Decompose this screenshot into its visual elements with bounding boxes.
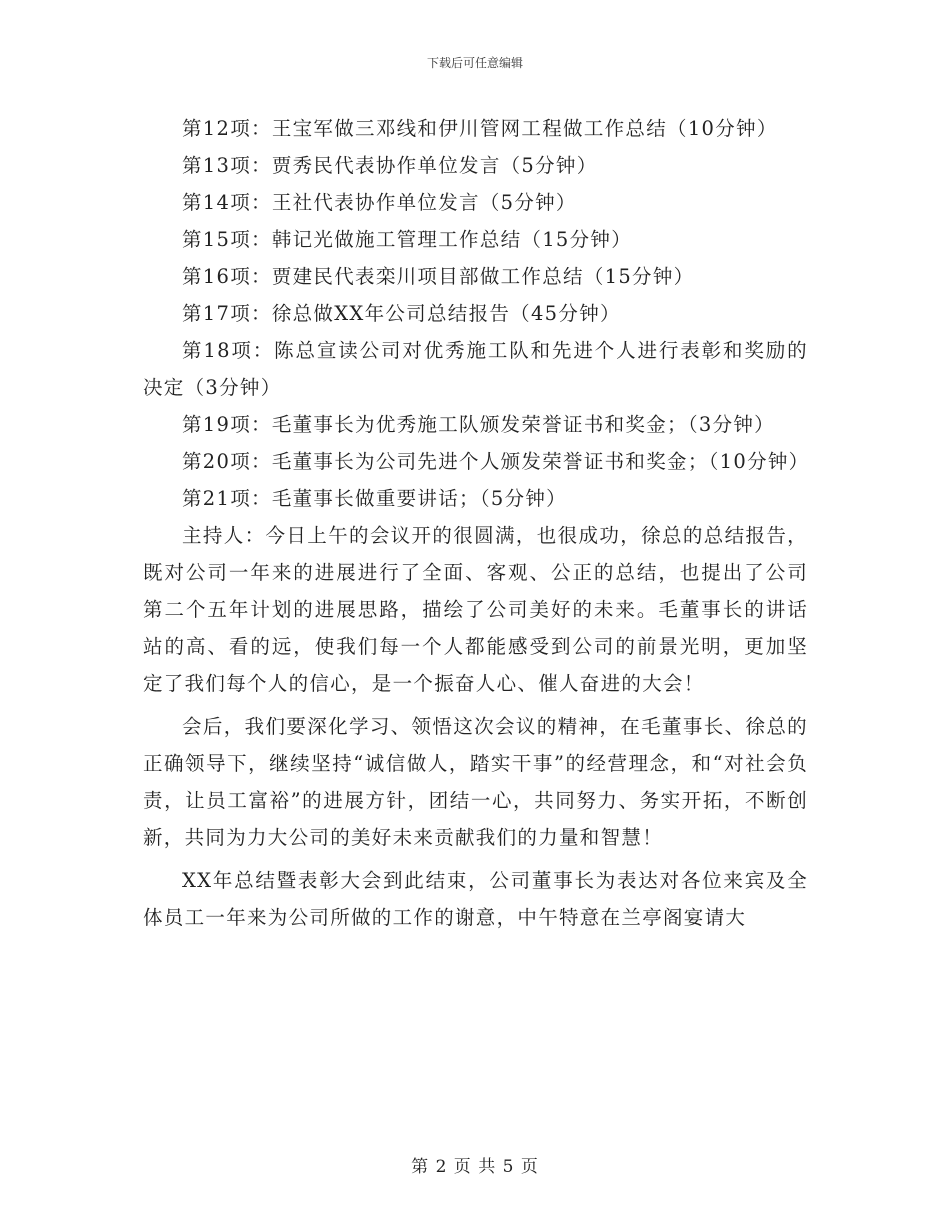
agenda-item-17: 第17项：徐总做XX年公司总结报告（45分钟） xyxy=(182,302,621,325)
agenda-item-14: 第14项：王社代表协作单位发言（5分钟） xyxy=(182,191,577,214)
agenda-item-13: 第13项：贾秀民代表协作单位发言（5分钟） xyxy=(182,154,598,177)
agenda-item-18: 第18项：陈总宣读公司对优秀施工队和先进个人进行表彰和奖励的决定（3分钟） xyxy=(143,339,808,399)
agenda-item-16: 第16项：贾建民代表栾川项目部做工作总结（15分钟） xyxy=(182,265,695,288)
after-meeting-paragraph: 会后，我们要深化学习、领悟这次会议的精神，在毛董事长、徐总的正确领导下，继续坚持“诚信做人，踏实干事”的经营理念，和“对社会负责，让员工富裕”的进展方针，团结一心，共同努力、务实开拓，不断创新，共同为力大公司的美好未来贡献我们的力量和智慧！ xyxy=(143,715,808,849)
agenda-item-20: 第20项：毛董事长为公司先进个人颁发荣誉证书和奖金；（10分钟） xyxy=(182,450,810,473)
conclusion-paragraph: XX年总结暨表彰大会到此结束，公司董事长为表达对各位来宾及全体员工一年来为公司所做的工作的谢意，中午特意在兰亭阁宴请大 xyxy=(143,869,808,929)
agenda-item-21: 第21项：毛董事长做重要讲话；（5分钟） xyxy=(182,487,567,510)
page-header: 下载后可任意编辑 xyxy=(426,56,523,70)
agenda-item-19: 第19项：毛董事长为优秀施工队颁发荣誉证书和奖金；（3分钟） xyxy=(182,413,775,436)
agenda-item-12: 第12项：王宝军做三邓线和伊川管网工程做工作总结（10分钟） xyxy=(182,117,778,140)
document-body xyxy=(143,110,808,936)
host-closing-paragraph: 主持人：今日上午的会议开的很圆满，也很成功，徐总的总结报告，既对公司一年来的进展进行了全面、客观、公正的总结，也提出了公司第二个五年计划的进展思路，描绘了公司美好的未来。毛董事长的讲话站的高、看的远，使我们每一个人都能感受到公司的前景光明，更加坚定了我们每个人的信心，是一个振奋人心、催人奋进的大会！ xyxy=(143,524,808,695)
page-number-footer: 第 2 页 共 5 页 xyxy=(411,1157,539,1177)
agenda-item-15: 第15项：韩记光做施工管理工作总结（15分钟） xyxy=(182,228,633,251)
